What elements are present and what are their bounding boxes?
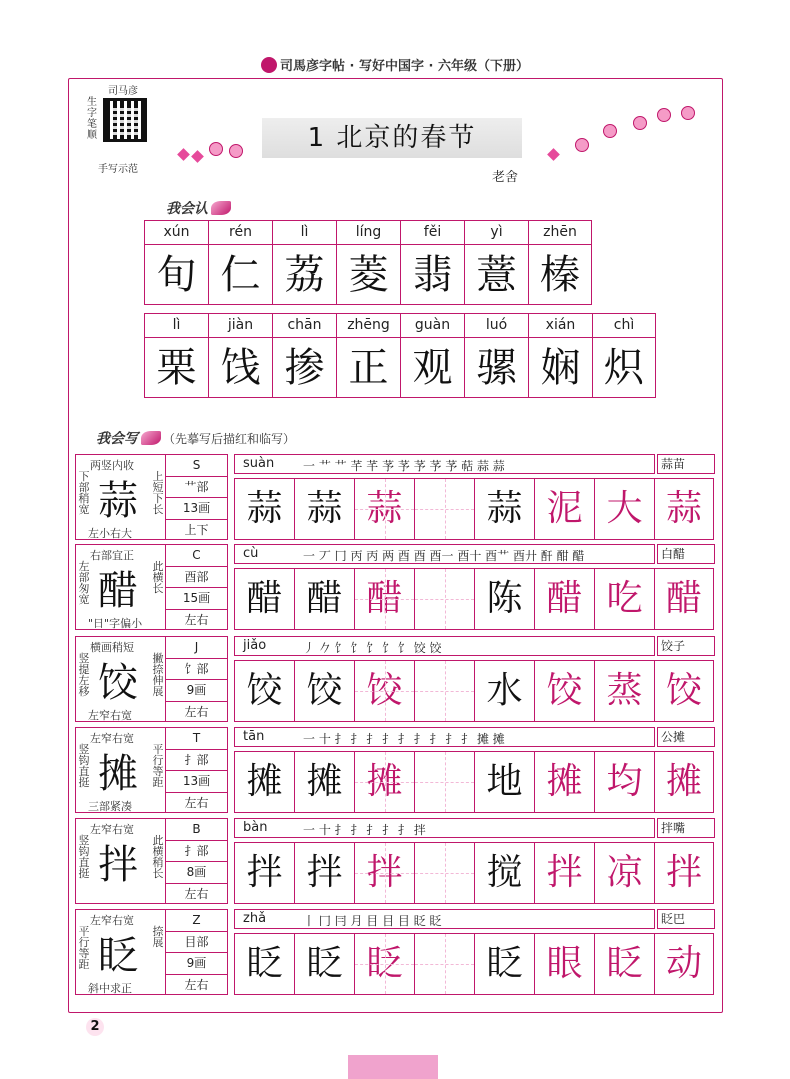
meta-structure: 左右 [184, 795, 209, 810]
recognize-cell [400, 313, 464, 398]
character-tip-box [75, 909, 166, 995]
tip-bottom: 斜中求正 [88, 982, 132, 995]
practice-cell[interactable]: 眨 [594, 933, 654, 995]
recognize-cell [336, 220, 400, 305]
tip-top: 左窄右宽 [90, 823, 134, 836]
meta-letter: Z [166, 910, 227, 932]
hanzi: 榛 [540, 252, 580, 298]
tip-top: 左窄右宽 [90, 914, 134, 927]
practice-cell[interactable]: 动 [654, 933, 714, 995]
practice-cell[interactable] [414, 751, 474, 813]
qr-side-label: 生字笔顺 [87, 97, 97, 141]
example-word: 蒜苗 [657, 454, 715, 474]
meta-letter: B [166, 819, 227, 841]
tip-right: 此横长 [152, 560, 164, 595]
character-meta [166, 727, 228, 813]
practice-grid [234, 568, 714, 630]
meta-letter: S [166, 455, 227, 477]
pinyin: chì [593, 314, 655, 338]
model-character: 饺 [98, 660, 138, 706]
pinyin: lì [273, 221, 336, 245]
recognize-row-1 [144, 220, 592, 305]
recognize-cell [464, 220, 528, 305]
practice-cell[interactable]: 泥 [534, 478, 594, 540]
practice-grid [234, 933, 714, 995]
hanzi: 翡 [412, 252, 453, 298]
page-number: 2 [86, 1018, 104, 1036]
flourish-icon [141, 431, 161, 445]
character-tip-box [75, 727, 166, 813]
pinyin: xián [529, 314, 592, 338]
practice-cell[interactable]: 眨 [234, 933, 294, 995]
meta-structure: 上下 [184, 522, 209, 537]
practice-cell[interactable]: 蒜 [354, 478, 414, 540]
practice-cell[interactable]: 饺 [234, 660, 294, 722]
pinyin: guàn [401, 314, 464, 338]
practice-cell[interactable]: 眨 [474, 933, 534, 995]
tip-left: 竖提左移 [78, 652, 90, 698]
practice-cell[interactable]: 摊 [354, 751, 414, 813]
recognize-row-2 [144, 313, 656, 398]
practice-cell[interactable]: 眨 [294, 933, 354, 995]
practice-cell[interactable]: 拌 [234, 842, 294, 904]
stroke-order-bar [234, 727, 655, 747]
pinyin: suàn [243, 456, 275, 471]
hanzi: 娴 [540, 345, 581, 391]
model-character: 醋 [98, 568, 138, 614]
stroke-order: 丿 𠂊 饣 饣 饣 饣 饣 饺 饺 [303, 641, 442, 655]
write-row [75, 544, 715, 630]
hanzi: 观 [412, 345, 453, 391]
qr-caption: 手写示范 [98, 164, 138, 175]
practice-grid [234, 660, 714, 722]
stroke-order: 一 丆 冂 丙 丙 两 酉 酉 酉一 酉十 酉艹 酉廾 酐 酣 醋 [303, 549, 585, 563]
tip-left: 竖钩直挺 [78, 834, 90, 880]
model-character: 摊 [98, 751, 138, 797]
pinyin: cù [243, 546, 259, 561]
stroke-order-bar [234, 818, 655, 838]
practice-cell[interactable]: 凉 [594, 842, 654, 904]
meta-letter: J [166, 637, 227, 659]
lesson-title: 1 北京的春节 [262, 118, 522, 158]
practice-cell[interactable]: 拌 [534, 842, 594, 904]
hanzi: 菱 [348, 252, 389, 298]
tip-bottom: "日"字偏小 [88, 617, 143, 630]
character-tip-box [75, 454, 166, 540]
header-text: 司馬彦字帖 · 写好中国字 · 六年级（下册） [280, 59, 529, 74]
recognize-cell [144, 313, 208, 398]
meta-structure: 左右 [184, 704, 209, 719]
write-row [75, 636, 715, 722]
practice-cell[interactable]: 饺 [654, 660, 714, 722]
character-tip-box [75, 636, 166, 722]
meta-strokes-count: 13画 [166, 498, 227, 520]
tip-bottom: 三部紧凑 [88, 800, 132, 813]
practice-cell[interactable]: 蒜 [234, 478, 294, 540]
stroke-order: 丨 冂 冃 月 目 目 目 眨 眨 [303, 914, 442, 928]
tip-right: 上短下长 [152, 470, 164, 516]
pinyin: zhēng [337, 314, 400, 338]
meta-radical: 艹部 [166, 477, 227, 499]
chick-decoration-right [545, 100, 705, 134]
chick-decoration-left [175, 130, 260, 164]
hanzi: 薏 [476, 252, 517, 298]
meta-radical: 酉部 [166, 567, 227, 589]
tip-top: 左窄右宽 [90, 732, 134, 745]
character-meta [166, 818, 228, 904]
tip-top: 横画稍短 [90, 641, 134, 654]
practice-cell[interactable]: 搅 [474, 842, 534, 904]
meta-strokes-count: 9画 [166, 953, 227, 975]
write-row [75, 454, 715, 540]
practice-cell[interactable]: 蒜 [654, 478, 714, 540]
hanzi: 仁 [220, 252, 261, 298]
tip-left: 平行等距 [78, 925, 90, 971]
hanzi: 正 [348, 345, 389, 391]
page-header [0, 55, 790, 74]
brand-logo-icon [261, 57, 277, 73]
tip-top: 右部宜正 [90, 549, 134, 562]
tip-left: 竖钩直挺 [78, 743, 90, 789]
character-meta [166, 636, 228, 722]
practice-cell[interactable]: 眨 [354, 933, 414, 995]
hanzi: 旬 [156, 252, 197, 298]
tip-top: 两竖内收 [90, 459, 134, 472]
practice-cell[interactable]: 摊 [234, 751, 294, 813]
recognize-cell [272, 220, 336, 305]
example-word: 眨巴 [657, 909, 715, 929]
practice-cell[interactable]: 醋 [234, 568, 294, 630]
practice-cell[interactable]: 吃 [594, 568, 654, 630]
character-tip-box [75, 818, 166, 904]
recognize-cell [336, 313, 400, 398]
practice-cell[interactable]: 饺 [354, 660, 414, 722]
practice-cell[interactable]: 拌 [354, 842, 414, 904]
character-meta [166, 909, 228, 995]
recognize-cell [400, 220, 464, 305]
stroke-order-bar [234, 544, 655, 564]
recognize-cell [272, 313, 336, 398]
write-row [75, 909, 715, 995]
stroke-order-bar [234, 636, 655, 656]
recognize-cell [528, 313, 592, 398]
practice-cell[interactable]: 摊 [294, 751, 354, 813]
meta-radical: 扌部 [166, 841, 227, 863]
stroke-order: 一 艹 艹 芊 芊 芧 芧 芧 芧 芧 萜 蒜 蒜 [303, 459, 505, 473]
pinyin: chān [273, 314, 336, 338]
meta-strokes-count: 9画 [166, 680, 227, 702]
bottom-tab [348, 1055, 438, 1079]
recognize-cell [144, 220, 208, 305]
recognize-cell [528, 220, 592, 305]
recognize-cell [208, 220, 272, 305]
pinyin: bàn [243, 820, 268, 835]
practice-cell[interactable]: 摊 [534, 751, 594, 813]
character-tip-box [75, 544, 166, 630]
qr-code-icon[interactable] [103, 98, 147, 142]
pinyin: zhēn [529, 221, 591, 245]
recognize-label: 我会认 [166, 198, 231, 218]
pinyin: jiǎo [243, 638, 267, 653]
hanzi: 骡 [476, 345, 517, 391]
write-label: 我会写 （先摹写后描红和临写） [96, 431, 296, 447]
model-character: 蒜 [98, 478, 138, 524]
stroke-order-bar [234, 909, 655, 929]
practice-cell[interactable]: 大 [594, 478, 654, 540]
character-meta [166, 544, 228, 630]
practice-cell[interactable] [414, 660, 474, 722]
hanzi: 荔 [284, 252, 325, 298]
pinyin: zhǎ [243, 911, 267, 926]
pinyin: tān [243, 729, 265, 744]
meta-structure: 左右 [184, 612, 209, 627]
practice-grid [234, 478, 714, 540]
practice-cell[interactable] [414, 478, 474, 540]
recognize-cell [592, 313, 656, 398]
tip-right: 此横稍长 [152, 834, 164, 880]
practice-cell[interactable]: 拌 [294, 842, 354, 904]
tip-left: 左部匆宽 [78, 560, 90, 606]
practice-cell[interactable]: 醋 [534, 568, 594, 630]
hanzi: 掺 [284, 345, 325, 391]
tip-right: 平行等距 [152, 743, 164, 789]
practice-cell[interactable]: 眼 [534, 933, 594, 995]
pinyin: fěi [401, 221, 464, 245]
author: 老舍 [492, 170, 519, 185]
practice-cell[interactable]: 拌 [654, 842, 714, 904]
pinyin: yì [465, 221, 528, 245]
practice-cell[interactable]: 陈 [474, 568, 534, 630]
meta-structure: 左右 [184, 886, 209, 901]
meta-radical: 饣部 [166, 659, 227, 681]
tip-bottom: 左窄右宽 [88, 709, 132, 722]
character-meta [166, 454, 228, 540]
pinyin: jiàn [209, 314, 272, 338]
stroke-order: 一 十 扌 扌 扌 扌 扌 拌 [303, 823, 426, 837]
flourish-icon [211, 201, 231, 215]
practice-cell[interactable]: 蒸 [594, 660, 654, 722]
pinyin: lì [145, 314, 208, 338]
hanzi: 饯 [220, 345, 261, 391]
stroke-order: 一 十 扌 扌 扌 扌 扌 扌 扌 扌 扌 摊 摊 [303, 732, 505, 746]
write-row [75, 727, 715, 813]
write-row [75, 818, 715, 904]
practice-cell[interactable] [414, 842, 474, 904]
practice-cell[interactable]: 水 [474, 660, 534, 722]
example-word: 公摊 [657, 727, 715, 747]
qr-title: 司马彦 [108, 86, 138, 97]
meta-strokes-count: 13画 [166, 771, 227, 793]
practice-cell[interactable]: 饺 [534, 660, 594, 722]
example-word: 白醋 [657, 544, 715, 564]
pinyin: luó [465, 314, 528, 338]
meta-letter: C [166, 545, 227, 567]
meta-letter: T [166, 728, 227, 750]
practice-cell[interactable]: 醋 [654, 568, 714, 630]
meta-strokes-count: 15画 [166, 588, 227, 610]
practice-cell[interactable]: 蒜 [294, 478, 354, 540]
meta-radical: 目部 [166, 932, 227, 954]
practice-cell[interactable] [414, 933, 474, 995]
qr-block [78, 82, 158, 174]
practice-cell[interactable]: 醋 [294, 568, 354, 630]
pinyin: rén [209, 221, 272, 245]
stroke-order-bar [234, 454, 655, 474]
meta-radical: 扌部 [166, 750, 227, 772]
recognize-cell [208, 313, 272, 398]
hanzi: 栗 [156, 345, 197, 391]
example-word: 拌嘴 [657, 818, 715, 838]
meta-strokes-count: 8画 [166, 862, 227, 884]
example-word: 饺子 [657, 636, 715, 656]
practice-cell[interactable]: 地 [474, 751, 534, 813]
practice-cell[interactable]: 均 [594, 751, 654, 813]
pinyin: líng [337, 221, 400, 245]
practice-cell[interactable]: 饺 [294, 660, 354, 722]
practice-grid [234, 842, 714, 904]
tip-bottom: 左小右大 [88, 527, 132, 540]
tip-left: 下部稍宽 [78, 470, 90, 516]
practice-cell[interactable]: 蒜 [474, 478, 534, 540]
tip-right: 撇捺伸展 [152, 652, 164, 698]
tip-right: 捺展 [152, 925, 164, 949]
pinyin: xún [145, 221, 208, 245]
practice-cell[interactable]: 摊 [654, 751, 714, 813]
recognize-cell [464, 313, 528, 398]
practice-cell[interactable]: 醋 [354, 568, 414, 630]
practice-grid [234, 751, 714, 813]
model-character: 拌 [98, 842, 138, 888]
practice-cell[interactable] [414, 568, 474, 630]
hanzi: 炽 [604, 345, 644, 391]
meta-structure: 左右 [184, 977, 209, 992]
model-character: 眨 [98, 933, 138, 979]
